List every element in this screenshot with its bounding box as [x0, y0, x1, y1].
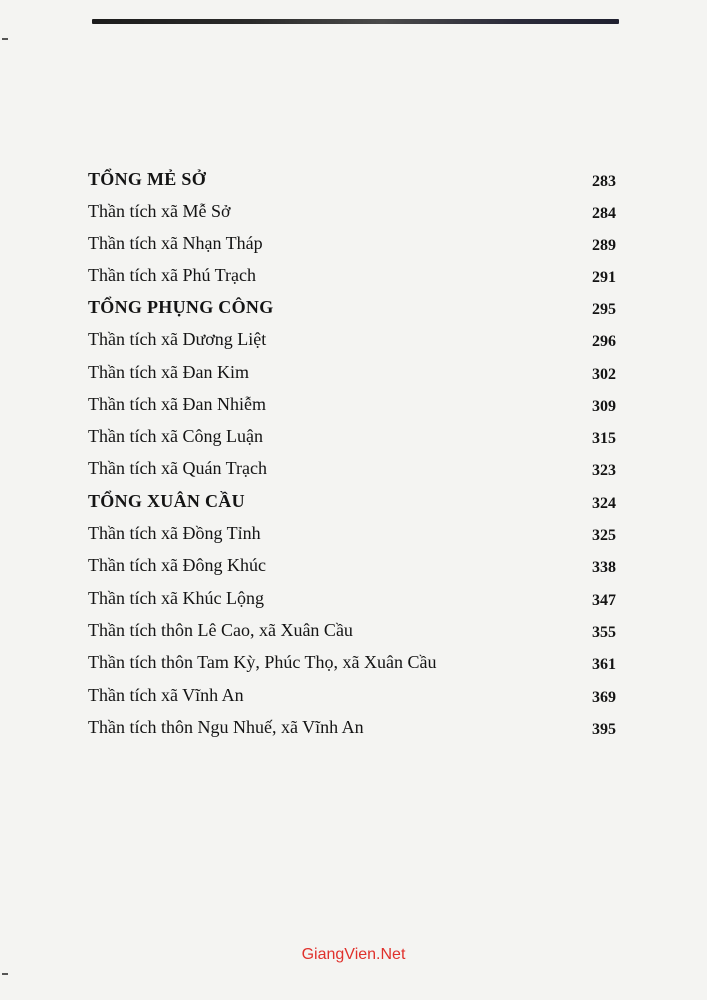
- toc-page-number: 315: [592, 430, 616, 447]
- toc-entry[interactable]: [0, 490, 707, 518]
- toc-entry-title: Thần tích thôn Tam Kỳ, Phúc Thọ, xã Xuân Cầu: [88, 652, 437, 672]
- toc-page-number: 369: [592, 689, 616, 706]
- toc-entry-title: Thần tích xã Khúc Lộng: [88, 588, 264, 608]
- toc-page-number: 296: [592, 333, 616, 350]
- toc-section-title: TỔNG PHỤNG CÔNG: [88, 297, 274, 317]
- toc-entry[interactable]: [0, 684, 707, 712]
- toc-page-number: 289: [592, 237, 616, 254]
- toc-entry-title: Thần tích xã Đồng Tỉnh: [88, 523, 261, 543]
- toc-entry[interactable]: [0, 328, 707, 356]
- toc-entry[interactable]: [0, 522, 707, 550]
- toc-page-number: 295: [592, 301, 616, 318]
- toc-entry[interactable]: [0, 619, 707, 647]
- toc-entry-title: Thần tích xã Đan Nhiễm: [88, 394, 266, 414]
- toc-entry-title: Thần tích thôn Lê Cao, xã Xuân Cầu: [88, 620, 353, 640]
- toc-page-number: 302: [592, 366, 616, 383]
- toc-entry-title: Thần tích xã Vĩnh An: [88, 685, 244, 705]
- toc-page-number: 395: [592, 721, 616, 738]
- toc-page-number: 291: [592, 269, 616, 286]
- toc-entry-title: Thần tích xã Đông Khúc: [88, 555, 266, 575]
- toc-page-number: 355: [592, 624, 616, 641]
- watermark-text[interactable]: GiangVien.Net: [301, 946, 406, 963]
- toc-entry[interactable]: [0, 554, 707, 582]
- toc-section-title: TỔNG XUÂN CẦU: [88, 491, 245, 511]
- toc-entry-title: Thần tích xã Quán Trạch: [88, 458, 267, 478]
- edge-mark: [2, 973, 8, 975]
- toc-entry[interactable]: [0, 232, 707, 260]
- toc-entry-title: Thần tích xã Công Luận: [88, 426, 263, 446]
- toc-entry-title: Thần tích xã Nhạn Tháp: [88, 233, 263, 253]
- top-rule: [92, 19, 619, 24]
- toc-page-number: 309: [592, 398, 616, 415]
- toc-page-number: 325: [592, 527, 616, 544]
- edge-mark: [2, 38, 8, 40]
- toc-page-number: 361: [592, 656, 616, 673]
- toc-entry[interactable]: [0, 296, 707, 324]
- toc-page-number: 323: [592, 462, 616, 479]
- toc-entry-title: Thần tích thôn Ngu Nhuế, xã Vĩnh An: [88, 717, 364, 737]
- toc-entry[interactable]: [0, 200, 707, 228]
- toc-section-title: TỔNG MẺ SỞ: [88, 169, 207, 189]
- toc-page-number: 338: [592, 559, 616, 576]
- toc-entry-title: Thần tích xã Đan Kim: [88, 362, 249, 382]
- toc-page-number: 347: [592, 592, 616, 609]
- toc-entry[interactable]: [0, 168, 707, 196]
- toc-page-number: 284: [592, 205, 616, 222]
- toc-entry[interactable]: [0, 457, 707, 485]
- toc-entry[interactable]: [0, 587, 707, 615]
- toc-entry[interactable]: [0, 425, 707, 453]
- toc-entry[interactable]: [0, 651, 707, 679]
- toc-entry[interactable]: [0, 361, 707, 389]
- toc-entry-title: Thần tích xã Dương Liệt: [88, 329, 267, 349]
- toc-page-number: 324: [592, 495, 616, 512]
- toc-entry[interactable]: [0, 393, 707, 421]
- toc-entry[interactable]: [0, 716, 707, 744]
- toc-page-number: 283: [592, 173, 616, 190]
- toc-entry[interactable]: [0, 264, 707, 292]
- toc-entry-title: Thần tích xã Mễ Sở: [88, 201, 231, 221]
- toc-entry-title: Thần tích xã Phú Trạch: [88, 265, 256, 285]
